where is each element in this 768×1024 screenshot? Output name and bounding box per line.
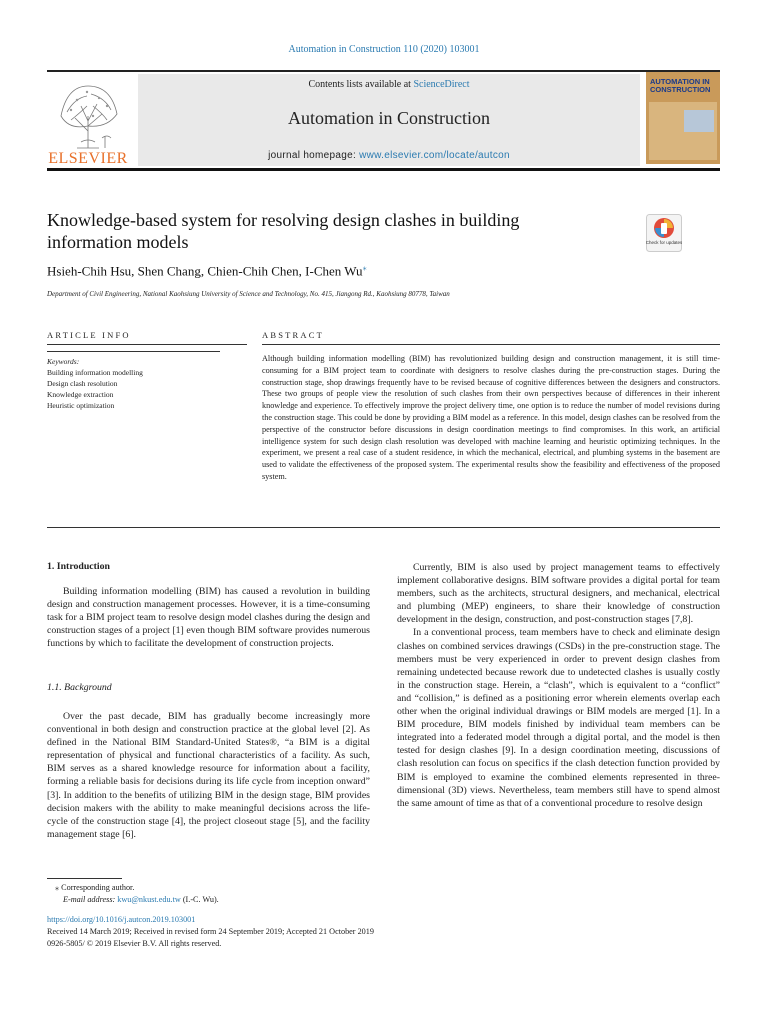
keyword-item: Design clash resolution	[47, 379, 118, 388]
header-divider	[47, 168, 720, 171]
section-heading-introduction: 1. Introduction	[47, 561, 110, 572]
keyword-item: Heuristic optimization	[47, 401, 115, 410]
subsection-heading-background: 1.1. Background	[47, 682, 112, 693]
abstract-bottom-rule	[47, 527, 720, 528]
email-label: E-mail address:	[63, 895, 118, 904]
cover-panel	[684, 110, 714, 132]
received-dates: Received 14 March 2019; Received in revised form 24 September 2019; Accepted 21 October 2019	[47, 927, 374, 936]
crossmark-label: Check for updates	[646, 240, 682, 245]
intro-paragraph	[47, 585, 370, 650]
authors	[47, 263, 367, 279]
author-list: Hsieh-Chih Hsu, Shen Chang, Chien-Chih Chen, I-Chen Wu	[47, 263, 363, 279]
affiliation: Department of Civil Engineering, National Kaohsiung University of Science and Technology, No. 415, Jiangong Rd., Kaohsiung 80778, Taiwan	[47, 290, 450, 298]
contents-line	[138, 79, 640, 90]
contents-prefix: Contents lists available at	[308, 79, 414, 90]
article-title: Knowledge-based system for resolving design clashes in building information models	[47, 210, 520, 252]
homepage-link[interactable]: www.elsevier.com/locate/autcon	[359, 150, 510, 161]
abstract-rule	[262, 344, 720, 345]
background-paragraph	[47, 710, 370, 841]
doi-link[interactable]: https://doi.org/10.1016/j.autcon.2019.103001	[47, 915, 196, 924]
paragraph: In a conventional process, team members have to check and eliminate design clashes on combined services drawings (CSDs) in the pre-construction stage. The members must be very experienced in order to prevent design clashes from remaining undetected because rework due to undetected clashes is usually costly in the construction stage. Herein, a “clash”, which is equivalent to a “conflict” and “collision,” is defined as a positioning error wherein elements overlap each other when the original individual drawings or BIM models are merged [1]. In a BIM procedure, BIM models finished by individual team members can be integrated into a federated model through a digital portal, and the model is then tested for design clashes [9]. In a design coordination meeting, discussions of clash resolution can focus on specifics if the clash detection function provided by BIM is employed to examine the combined elements represented in three-dimensional (3D) views. Nevertheless, team members still have to spend almost the same amount of time as that of a conventional procedure to resolve design	[397, 627, 720, 809]
homepage-prefix: journal homepage:	[268, 150, 360, 161]
email-suffix: (I.-C. Wu).	[180, 895, 219, 904]
article-info-heading: ARTICLE INFO	[47, 330, 131, 340]
corresponding-footnote: ⁎ Corresponding author.	[55, 883, 135, 892]
abstract-text: Although building information modelling (BIM) has revolutionized building design and construction management, it is still time-consuming for a BIM project team to coordinate with designers to resolve clashes during the pre-construction stages. During the construction stage, shop drawings frequently have to be revised because of cognitive differences between the designers and constructors. These two groups of people view the resolution of such clashes from their own perspectives because of differences in their inherent knowledge and experience. To effectively improve the project delivery time, one option is to reduce the number of model revisions during the construction stage. This could be done by providing a BIM model as a reference. In this model, design clashes can be resolved from the perspective of the constructor before discussions in design coordination meetings to find compromises. In this work, an artificial intelligence system for such design clash resolution was developed with machine learning and heuristic optimizing techniques. In the experiment, we present a real case of a student residence, in which the mechanical, electrical, and plumbing systems in the basement are used to validate the effectiveness of the proposed system. The experimental results show the feasibility and effectiveness of the proposed system.	[262, 354, 720, 481]
keywords-rule	[47, 351, 220, 352]
top-divider	[47, 70, 720, 72]
keywords-label: Keywords:	[47, 357, 80, 366]
email-footnote	[63, 894, 219, 905]
journal-reference[interactable]: Automation in Construction 110 (2020) 103001	[288, 44, 480, 55]
crossmark-icon[interactable]	[646, 214, 682, 252]
abstract-heading: ABSTRACT	[262, 330, 324, 340]
journal-homepage	[138, 150, 640, 161]
paragraph: Currently, BIM is also used by project management teams to effectively implement collaborative designs. BIM software provides a digital portal for team members, such as the architects, structural designers, and mechanical, electrical and plumbing (MEP) engineers, to share their knowledge of construction development in the design, construction, and post-construction stages [7,8].	[397, 562, 720, 626]
footnote-rule	[47, 878, 122, 879]
paragraph: Building information modelling (BIM) has caused a revolution in building design and construction management processes. However, it is a time-consuming task for a BIM project team to resolve design model clashes during the design and construction stages of a project [1] even though BIM software provides numerous functions by which to facilitate the development of construction projects.	[47, 586, 370, 650]
copyright: 0926-5805/ © 2019 Elsevier B.V. All rights reserved.	[47, 939, 222, 948]
email-link[interactable]: kwu@nkust.edu.tw	[117, 895, 181, 904]
sciencedirect-link[interactable]: ScienceDirect	[413, 79, 470, 90]
keyword-item: Building information modelling	[47, 368, 143, 377]
keyword-item: Knowledge extraction	[47, 390, 114, 399]
cover-title: AUTOMATION IN CONSTRUCTION	[650, 77, 711, 94]
corresponding-mark[interactable]: ⁎	[362, 263, 367, 272]
journal-cover-image[interactable]	[646, 72, 720, 164]
right-column	[397, 561, 720, 810]
article-info-rule	[47, 344, 247, 345]
journal-title: Automation in Construction	[288, 108, 490, 128]
elsevier-wordmark: ELSEVIER	[48, 150, 128, 167]
paragraph: Over the past decade, BIM has gradually become increasingly more conventional in both design and construction practice at the global level [2]. As defined in the National BIM Standard-United States®, “a BIM is a digital representation of physical and functional characteristics of a facility. As such, BIM serves as a shared knowledge resource for information about a facility, forming a reliable basis for decisions during its life cycle from inception onward” [3]. In addition to the benefits of utilizing BIM in the design stage, BIM provides decision makers with the ability to make meaningful decisions across the life-cycle of the construction stage [4], the project closeout stage [5], and the facility management stage [6].	[47, 711, 370, 840]
